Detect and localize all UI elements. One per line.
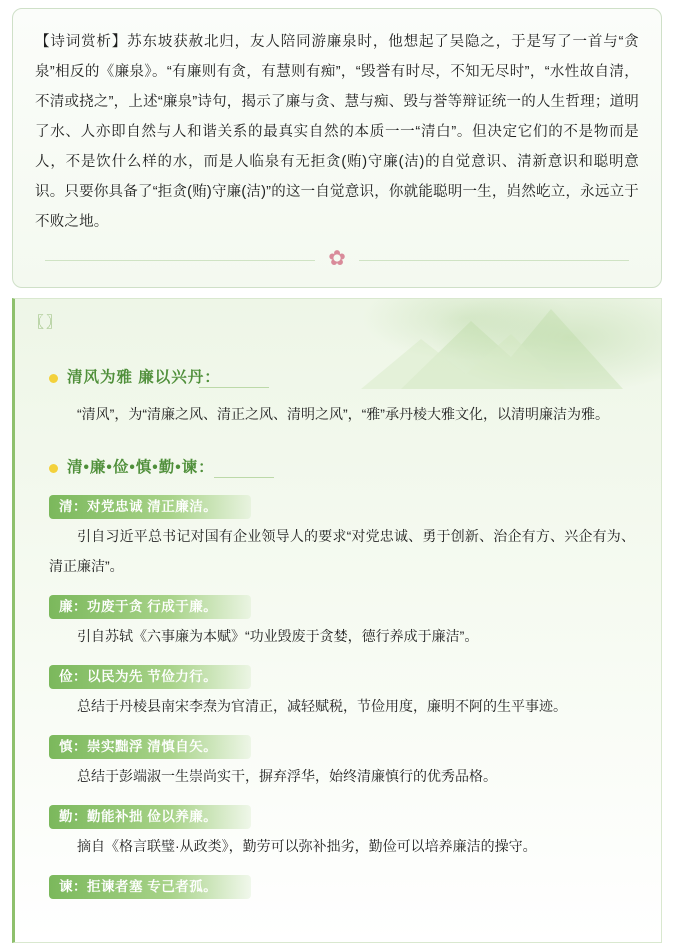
principle-text-shen: 总结于彭端淑一生崇尚实干，摒弃浮华，始终清廉慎行的优秀品格。 <box>77 768 497 784</box>
principle-label-jian: 俭：以民为先 节俭力行。 <box>49 665 251 689</box>
list-item <box>49 489 635 521</box>
divider-line-right <box>359 260 629 261</box>
section-heading-1-label: 清风为雅 廉以兴丹： <box>67 369 221 386</box>
principle-label-jian2: 谏：拒谏者塞 专己者孤。 <box>49 875 251 899</box>
principle-label-lian: 廉：功废于贪 行成于廉。 <box>49 595 251 619</box>
section-heading-2-label: 清•廉•俭•慎•勤•谏： <box>67 459 215 476</box>
section-heading-1 <box>49 365 635 395</box>
list-item <box>49 869 635 901</box>
principles-panel <box>12 298 662 943</box>
principle-text-lian: 引自苏轼《六事廉为本赋》“功业毁废于贪婪，德行养成于廉洁”。 <box>77 628 479 644</box>
poem-appreciation-text: 【诗词赏析】苏东坡获赦北归，友人陪同游廉泉时，他想起了吴隐之，于是写了一首与“贪泉”相反的《廉泉》。“有廉则有贪，有慧则有痴”，“毁誉有时尽，不知无尽时”，“水性故自清，不清或挠之”，上述“廉泉”诗句，揭示了廉与贪、慧与痴、毁与誉等辩证统一的人生哲理；道明了水、人亦即自然与人和谐关系的最真实自然的本质一一“清白”。但决定它们的不是物而是人，不是饮什么样的水，而是人临泉有无拒贪(贿)守廉(洁)的自觉意识、清新意识和聪明意识。只要你具备了“拒贪(贿)守廉(洁)”的这一自觉意识，你就能聪明一生，岿然屹立，永远立于不败之地。 <box>35 34 639 230</box>
list-item <box>49 799 635 831</box>
principle-text-qing: 引自习近平总书记对国有企业领导人的要求“对党忠诚、勇于创新、治企有方、兴企有为、清正廉洁”。 <box>49 528 635 574</box>
principles-content <box>15 351 661 942</box>
section-1-paragraph: “清风”，为“清廉之风、清正之风、清明之风”，“雅”承丹棱大雅文化，以清明廉洁为雅。 <box>77 406 609 422</box>
heading-underline <box>199 387 269 388</box>
principle-text-qin: 摘自《格言联璧·从政类》，勤劳可以弥补拙劣，勤俭可以培养廉洁的操守。 <box>77 838 537 854</box>
section-divider <box>35 243 639 277</box>
bullet-dot-icon <box>49 374 58 383</box>
principle-label-shen: 慎：崇实黜浮 清慎自矢。 <box>49 735 251 759</box>
list-item <box>49 659 635 691</box>
poem-appreciation-card <box>12 8 662 288</box>
list-item <box>49 729 635 761</box>
corner-bracket-icon: 〖〗 <box>29 313 64 331</box>
heading-underline <box>214 477 274 478</box>
principle-label-qing: 清：对党忠诚 清正廉洁。 <box>49 495 251 519</box>
principle-label-qin: 勤：勤能补拙 俭以养廉。 <box>49 805 251 829</box>
lotus-icon: ✿ <box>328 247 346 270</box>
divider-line-left <box>45 260 315 261</box>
bullet-dot-icon <box>49 464 58 473</box>
section-heading-2 <box>49 455 635 485</box>
principle-text-jian: 总结于丹棱县南宋李焘为官清正，减轻赋税，节俭用度，廉明不阿的生平事迹。 <box>77 698 567 714</box>
list-item <box>49 589 635 621</box>
